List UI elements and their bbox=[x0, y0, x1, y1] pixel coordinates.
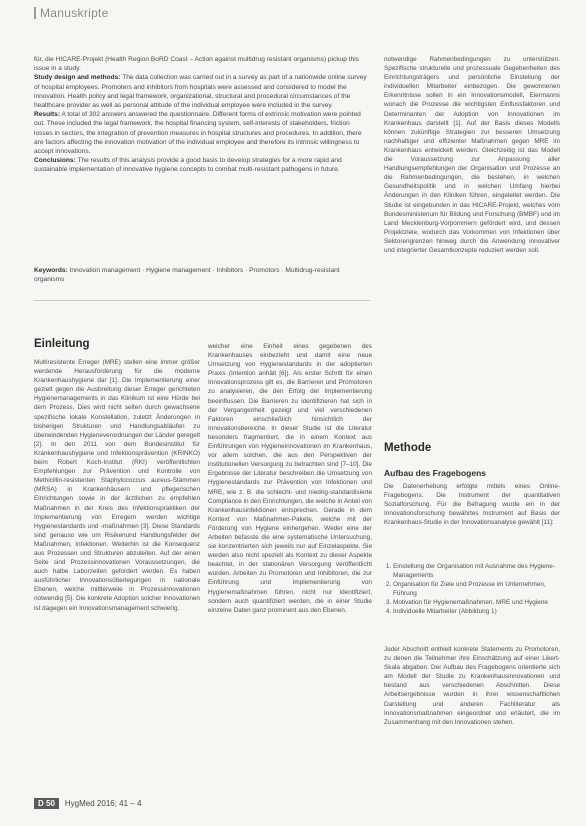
right-column-text: notwendige Rahmenbedingungen zu unterstützen. Spezifische strukturelle und prozessuale Gegebenheiten des Einrichtungsträgers und persönliche Einstellung der individuellen Mitarbeiter einbezogen. Die gewonnenen Erkenntnisse sollen in ein Innovationsmodell, Eiermanns wonach die Prozesse die wichtigsten Einflussfaktoren und Determinanten der Adoption von Innovationen im Krankenhaus darstellt [1]. Auf der Basis dieses Modells können zukünftige Strategien zur besseren Umsetzung nachhaltiger und effizienter Maßnahmen gegen MRE im Krankenhaus entwickelt werden. Gleichzeitig ist das Modell die Voraussetzung zur Anpassung aller Handlungsempfehlungen der Organisation und Prozesse an die Rahmenbedingungen, die bestehen, in welchen Gesundheitspolitik und in welchen Umfang hierbei Änderungen in den Kliniken führen, eingeleitet werden. Die Studie ist eingebunden in das HICARE-Projekt, welches vom Bundesministerium für Bildung und Forschung (BMBF) und im Land Mecklenburg-Vorpommern gefördert wird, und dessen Projektziele, wodurch das Vorkommen von Infektionen über Sektorengrenzen hinweg durch die Anwendung innovativer und integrierter Gesamtkonzepte reduziert werden soll. bbox=[384, 56, 560, 254]
design-label: Study design and methods: bbox=[34, 74, 121, 82]
journal-citation: HygMed 2016; 41 – 4 bbox=[64, 799, 142, 808]
header-bar bbox=[34, 7, 36, 19]
running-header bbox=[34, 6, 109, 20]
einleitung-column-1 bbox=[34, 358, 200, 613]
abstract-conclusions bbox=[34, 156, 370, 174]
einleitung-text-2: welcher eine Einheit eines gegebenen des Krankenhauses einbezieht und damit eine neue Umsetzung von Hygienestandards in der adoptierten Praxis (Intention anhält [6]). Als erster Schritt für einen Innovationsprozess gilt es, die Barrieren und Promotoren zu analysieren, die den Erfolg der Implementierung beeinflussen. Die Barrieren zu identifizieren hat sich in der Vergangenheit gezeigt und viel verschiedenen Faktoren einschließlich hinsichtlich der Innovationsbereiche. In dieser Studie ist die Literatur besonders fragmentiert, die in einem Kontext aus Einführungen von Hygieneinnovationen im Krankenhaus, vor allem solchen, die aus den Perspektiven der institutionellen Versorgung zu betrachten sind [7–10]. Die Ergebnisse der Literatur beschreiben die Umsetzung von Hygienestandards zur Prävention von Infektionen und MRE, wie z. B. die schlecht- und niedrig-standardisierte Compliance in den Einrichtungen, die welche in Anteil von Krankenhausinfektionen entsprechen. Gerade in dem Kontext von Maßnahmen-Pakete, welche mit der Förderung von Hygiene einhergehen. Weder eine der Arbeiten befasste die eine systematische Untersuchung, sie konzentrierten sich jeweils nur auf Einzelaspekte. Sie werden also nicht speziell als Kontext zu dieser Aspekte beachtet, in der stationären Versorgung veröffentlicht wurden. Arbeiten zu Promotoren und Inhibitoren, die zur Einführung und Implementierung von Hygienemaßnahmen führen, nicht nur identifiziert, sondern auch quantifiziert werden, die in einer Studie einzelne Daten ganz prominent aus den Ebenen. bbox=[208, 343, 372, 614]
results-text: A total of 302 answers answered the questionnaire. Different forms of extrinsic motivation were pointed out. These included the legal framework, the hospital financing system, self-interests of stakeholders, friction losses in sectors, the integration of prevention measures in hospital structures and procedures. In addition, there are factors affecting the innovation motivation of the individual employee and therefore its intrinsic willingness to accept innovations. bbox=[34, 111, 362, 156]
questionnaire-sections-list bbox=[384, 562, 560, 617]
keywords-text: Innovation management · Hygiene management · Inhibitors · Promotors · Multidrug-resistant organisms bbox=[34, 267, 340, 284]
page-number: D 50 bbox=[34, 798, 59, 809]
list-item: 3. Motivation für Hygienemaßnahmen, MRE und Hygiene bbox=[393, 598, 560, 607]
section-heading-methode: Methode bbox=[384, 442, 432, 454]
methode-text-2: Jeder Abschnitt enthielt konkrete Statements zu Promotoren, zu denen die Teilnehmer ihre Einschätzung auf einer Likert-Skala abgaben. Der Aufbau des Fragebogens orientierte sich am Modell der Studie zu Krankenhausinnovationen und bestand aus verschiedenen Abschnitten. Diese Arbeitsergebnisse wurden in ihrer wissenschaftlichen Darstellung und anderen Fachliteratur als Innovationsmaßnahmen eingeordnet und erläutert, die im Zusammenhang mit den Innovationen stehen. bbox=[384, 646, 560, 726]
list-item: 1. Einstellung der Organisation mit Ausnahme des Hygiene-Managements bbox=[393, 562, 560, 580]
methode-continued bbox=[384, 645, 560, 727]
abstract-design bbox=[34, 73, 370, 110]
english-abstract bbox=[34, 55, 370, 175]
methode-intro bbox=[384, 482, 560, 527]
conclusions-label: Conclusions: bbox=[34, 157, 76, 165]
list-item: 4. Individuelle Mitarbeiter (Abbildung 1) bbox=[393, 607, 560, 616]
page-footer bbox=[34, 798, 141, 809]
abstract-results bbox=[34, 110, 370, 156]
section-heading-einleitung: Einleitung bbox=[34, 338, 90, 350]
header-label: Manuskripte bbox=[40, 6, 109, 20]
results-label: Results: bbox=[34, 111, 61, 119]
subheading-aufbau: Aufbau des Fragebogens bbox=[384, 468, 487, 478]
conclusions-text: The results of this analysis provide a good basis to develop strategies for a more rapid and sustainable implementation of innovative hygiene concepts to combat multi-resistant pathogens in future. bbox=[34, 157, 342, 174]
keywords bbox=[34, 266, 370, 284]
list-item: 2. Organisation für Ziele und Prozesse im Unternehmen, Führung bbox=[393, 580, 560, 598]
einleitung-column-2 bbox=[208, 342, 372, 615]
right-column-intro bbox=[384, 55, 560, 255]
einleitung-text-1: Multiresistente Erreger (MRE) stellen eine immer größer werdende Herausforderung für die moderne Krankenhaushygiene dar [1]. Die Implementierung einer gezielt gegen die Ausbreitung dieser Erreger gerichteten Hygienemanagements in das Klinikum ist eine Hürde bei dem Prozess. Dies wird nicht selten durch gewachsene spezifische lokale Konstellation, zuletzt Änderungen in bisherigen Strukturen und Handlungsabläufen zu überwindenden Hygieneverordnungen der Länder geregelt [2]. In den 2011 von dem Bundesinstitut für Krankenhaushygiene und Infektionsprävention (KRINKO) beim Robert Koch-Institut (RKI) veröffentlichten Empfehlungen zur Prävention und Kontrolle von Methicillin-resistenten Staphylococcus aureus-Stämmen (MRSA) in Krankenhäusern und pflegerischen Einrichtungen sowie in der ärztlichen zu empfehlen Maßnahmen in der Kreis des Infektionspraktiken der Implementierung von Erregern werden wichtige Hygienestandards und -maßnahmen [3]. Diese Standards sind genauso wie um Risikenund Handlungsfelder der Maßnahmen, Infektionen. Weiterhin ist die Konsequenz aus Prozessen und Strukturen abzuleiten. Auf der einen Seite sind Prozessinnovationen Voraussetzungen, die auch halbe Laborzeiten gefordert werden. Es haben ausführlicher Innovationsüberlegungen in nationale Ebenen, welche mittlerweile in Prozessinnovationen notwendig [5]. Die konkrete Adoption solcher Innovationen ist dagegen ein Innovationsmanagement schwierig. bbox=[34, 359, 200, 612]
divider bbox=[34, 300, 370, 301]
design-text: The data collection was carried out in a survey as part of a nationwide online survey of hospital employees. Promoters and inhibitors from hospitals were assessed and considered to model the innovation. Health policy and legal framework, organizational, structural and procedural circumstances of the healthcare provider as well as personal attitude of the individual employee were included in the survey. bbox=[34, 74, 367, 110]
abstract-lead-in: für, die HICARE-Projekt (Health Region BoRD Coast – Action against multidrug resistant organisms) pickup this issue in a study. bbox=[34, 56, 360, 73]
methode-text: Die Datenerhebung erfolgte mittels eines Online-Fragebogens. Die Instrument der quantitativen Sozialforschung. Für die Befragung wurde ein in der Innovationsforschung bewährtes Instrument auf Basis der Krankenhaus-Studie in der Innovationsanalyse gewählt [11]: bbox=[384, 483, 560, 527]
keywords-label: Keywords: bbox=[34, 267, 68, 274]
